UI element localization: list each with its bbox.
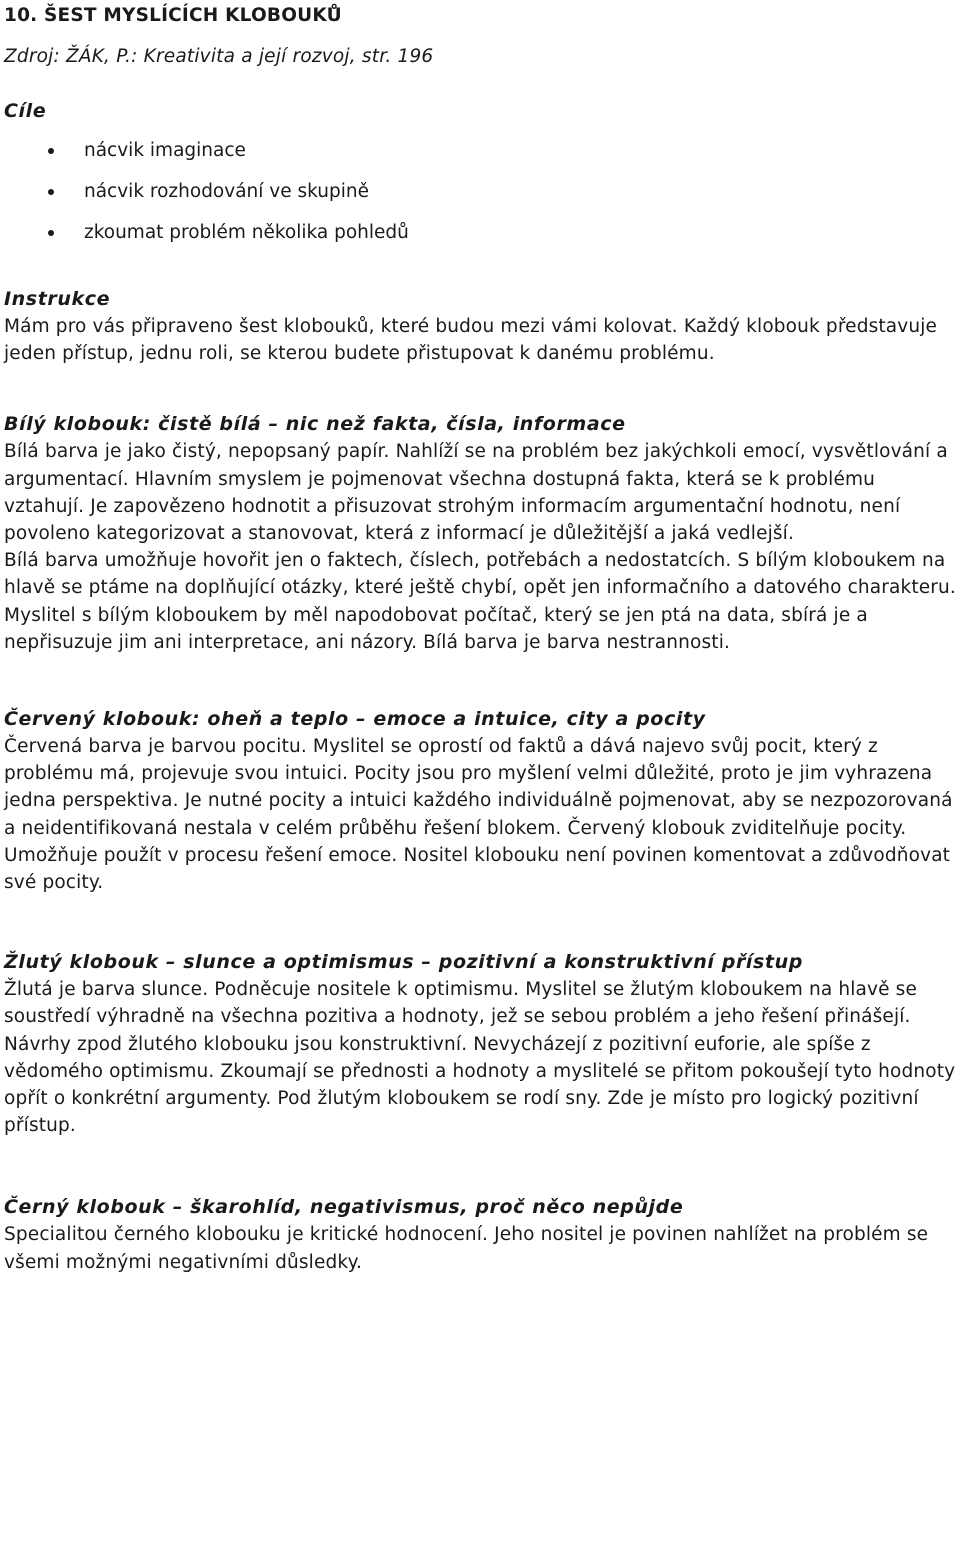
goals-heading: Cíle xyxy=(4,100,47,122)
document-title: 10. ŠEST MYSLÍCÍCH KLOBOUKŮ xyxy=(4,5,342,26)
list-item xyxy=(4,137,956,164)
white-hat-paragraph-2: Bílá barva umožňuje hovořit jen o faktech, číslech, potřebách a nedostatcích. S bílým kloboukem na hlavě se ptáme na doplňující otázky, které ještě chybí, opět jen informačního a datového charakteru. Myslitel s bílým kloboukem by měl napodobovat počítač, který se jen ptá na data, sbírá je a nepřisuzuje jim ani interpretace, ani názory. Bílá barva je barva nestrannosti. xyxy=(4,550,956,653)
list-item xyxy=(4,219,956,246)
source-citation: Zdroj: ŽÁK, P.: Kreativita a její rozvoj, str. 196 xyxy=(4,46,434,67)
black-hat-paragraph: Specialitou černého klobouku je kritické hodnocení. Jeho nositel je povinen nahlížet na problém se všemi možnými negativními důsledky. xyxy=(4,1224,929,1273)
document-page xyxy=(4,2,956,1276)
instructions-heading: Instrukce xyxy=(4,288,111,310)
red-hat-heading: Červený klobouk: oheň a teplo – emoce a intuice, city a pocity xyxy=(4,708,706,731)
list-item xyxy=(4,178,956,205)
red-hat-paragraph: Červená barva je barvou pocitu. Myslitel se oprostí od faktů a dává najevo svůj pocit, který z problému má, projevuje svou intuici. Pocity jsou pro myšlení velmi důležité, proto je jim vyhrazena jedna perspektiva. Je nutné pocity a intuici každého individuálně pojmenovat, aby se nezpozorovaná a neidentifikovaná nestala v celém průběhu řešení blokem. Červený klobouk zviditelňuje pocity. Umožňuje použít v procesu řešení emoce. Nositel klobouku není povinen komentovat a zdůvodňovat své pocity. xyxy=(4,736,953,894)
white-hat-paragraph-1: Bílá barva je jako čistý, nepopsaný papír. Nahlíží se na problém bez jakýchkoli emocí, vysvětlování a argumentací. Hlavním smyslem je pojmenovat všechna dostupná fakta, která se k problému vztahují. Je zapovězeno hodnotit a přisuzovat strohým informacím argumentační hodnotu, není povoleno kategorizovat a stanovovat, která z informací je důležitější a jaká vedlejší. xyxy=(4,441,948,545)
bullet-icon xyxy=(48,189,54,195)
goal-text: nácvik imaginace xyxy=(84,140,246,161)
yellow-hat-heading: Žlutý klobouk – slunce a optimismus – pozitivní a konstruktivní přístup xyxy=(4,951,803,974)
black-hat-heading: Černý klobouk – škarohlíd, negativismus, proč něco nepůjde xyxy=(4,1196,684,1219)
bullet-icon xyxy=(48,230,54,236)
goal-text: zkoumat problém několika pohledů xyxy=(84,222,409,243)
goal-text: nácvik rozhodování ve skupině xyxy=(84,181,369,202)
instructions-paragraph: Mám pro vás připraveno šest klobouků, které budou mezi vámi kolovat. Každý klobouk představuje jeden přístup, jednu roli, se kterou budete přistupovat k danému problému. xyxy=(4,316,938,365)
white-hat-heading: Bílý klobouk: čistě bílá – nic než fakta, čísla, informace xyxy=(4,413,626,436)
bullet-icon xyxy=(48,148,54,154)
goals-list xyxy=(4,137,956,246)
yellow-hat-paragraph: Žlutá je barva slunce. Podněcuje nositele k optimismu. Myslitel se žlutým kloboukem na hlavě se soustředí výhradně na všechna pozitiva a hodnoty, jež se sebou problém a jeho řešení přinášejí. Návrhy zpod žlutého klobouku jsou konstruktivní. Nevycházejí z pozitivní euforie, ale spíše z vědomého optimismu. Zkoumají se přednosti a hodnoty a myslitelé se přitom pokoušejí tyto hodnoty opřít o konkrétní argumenty. Pod žlutým kloboukem se rodí sny. Zde je místo pro logický pozitivní přístup. xyxy=(4,979,956,1137)
